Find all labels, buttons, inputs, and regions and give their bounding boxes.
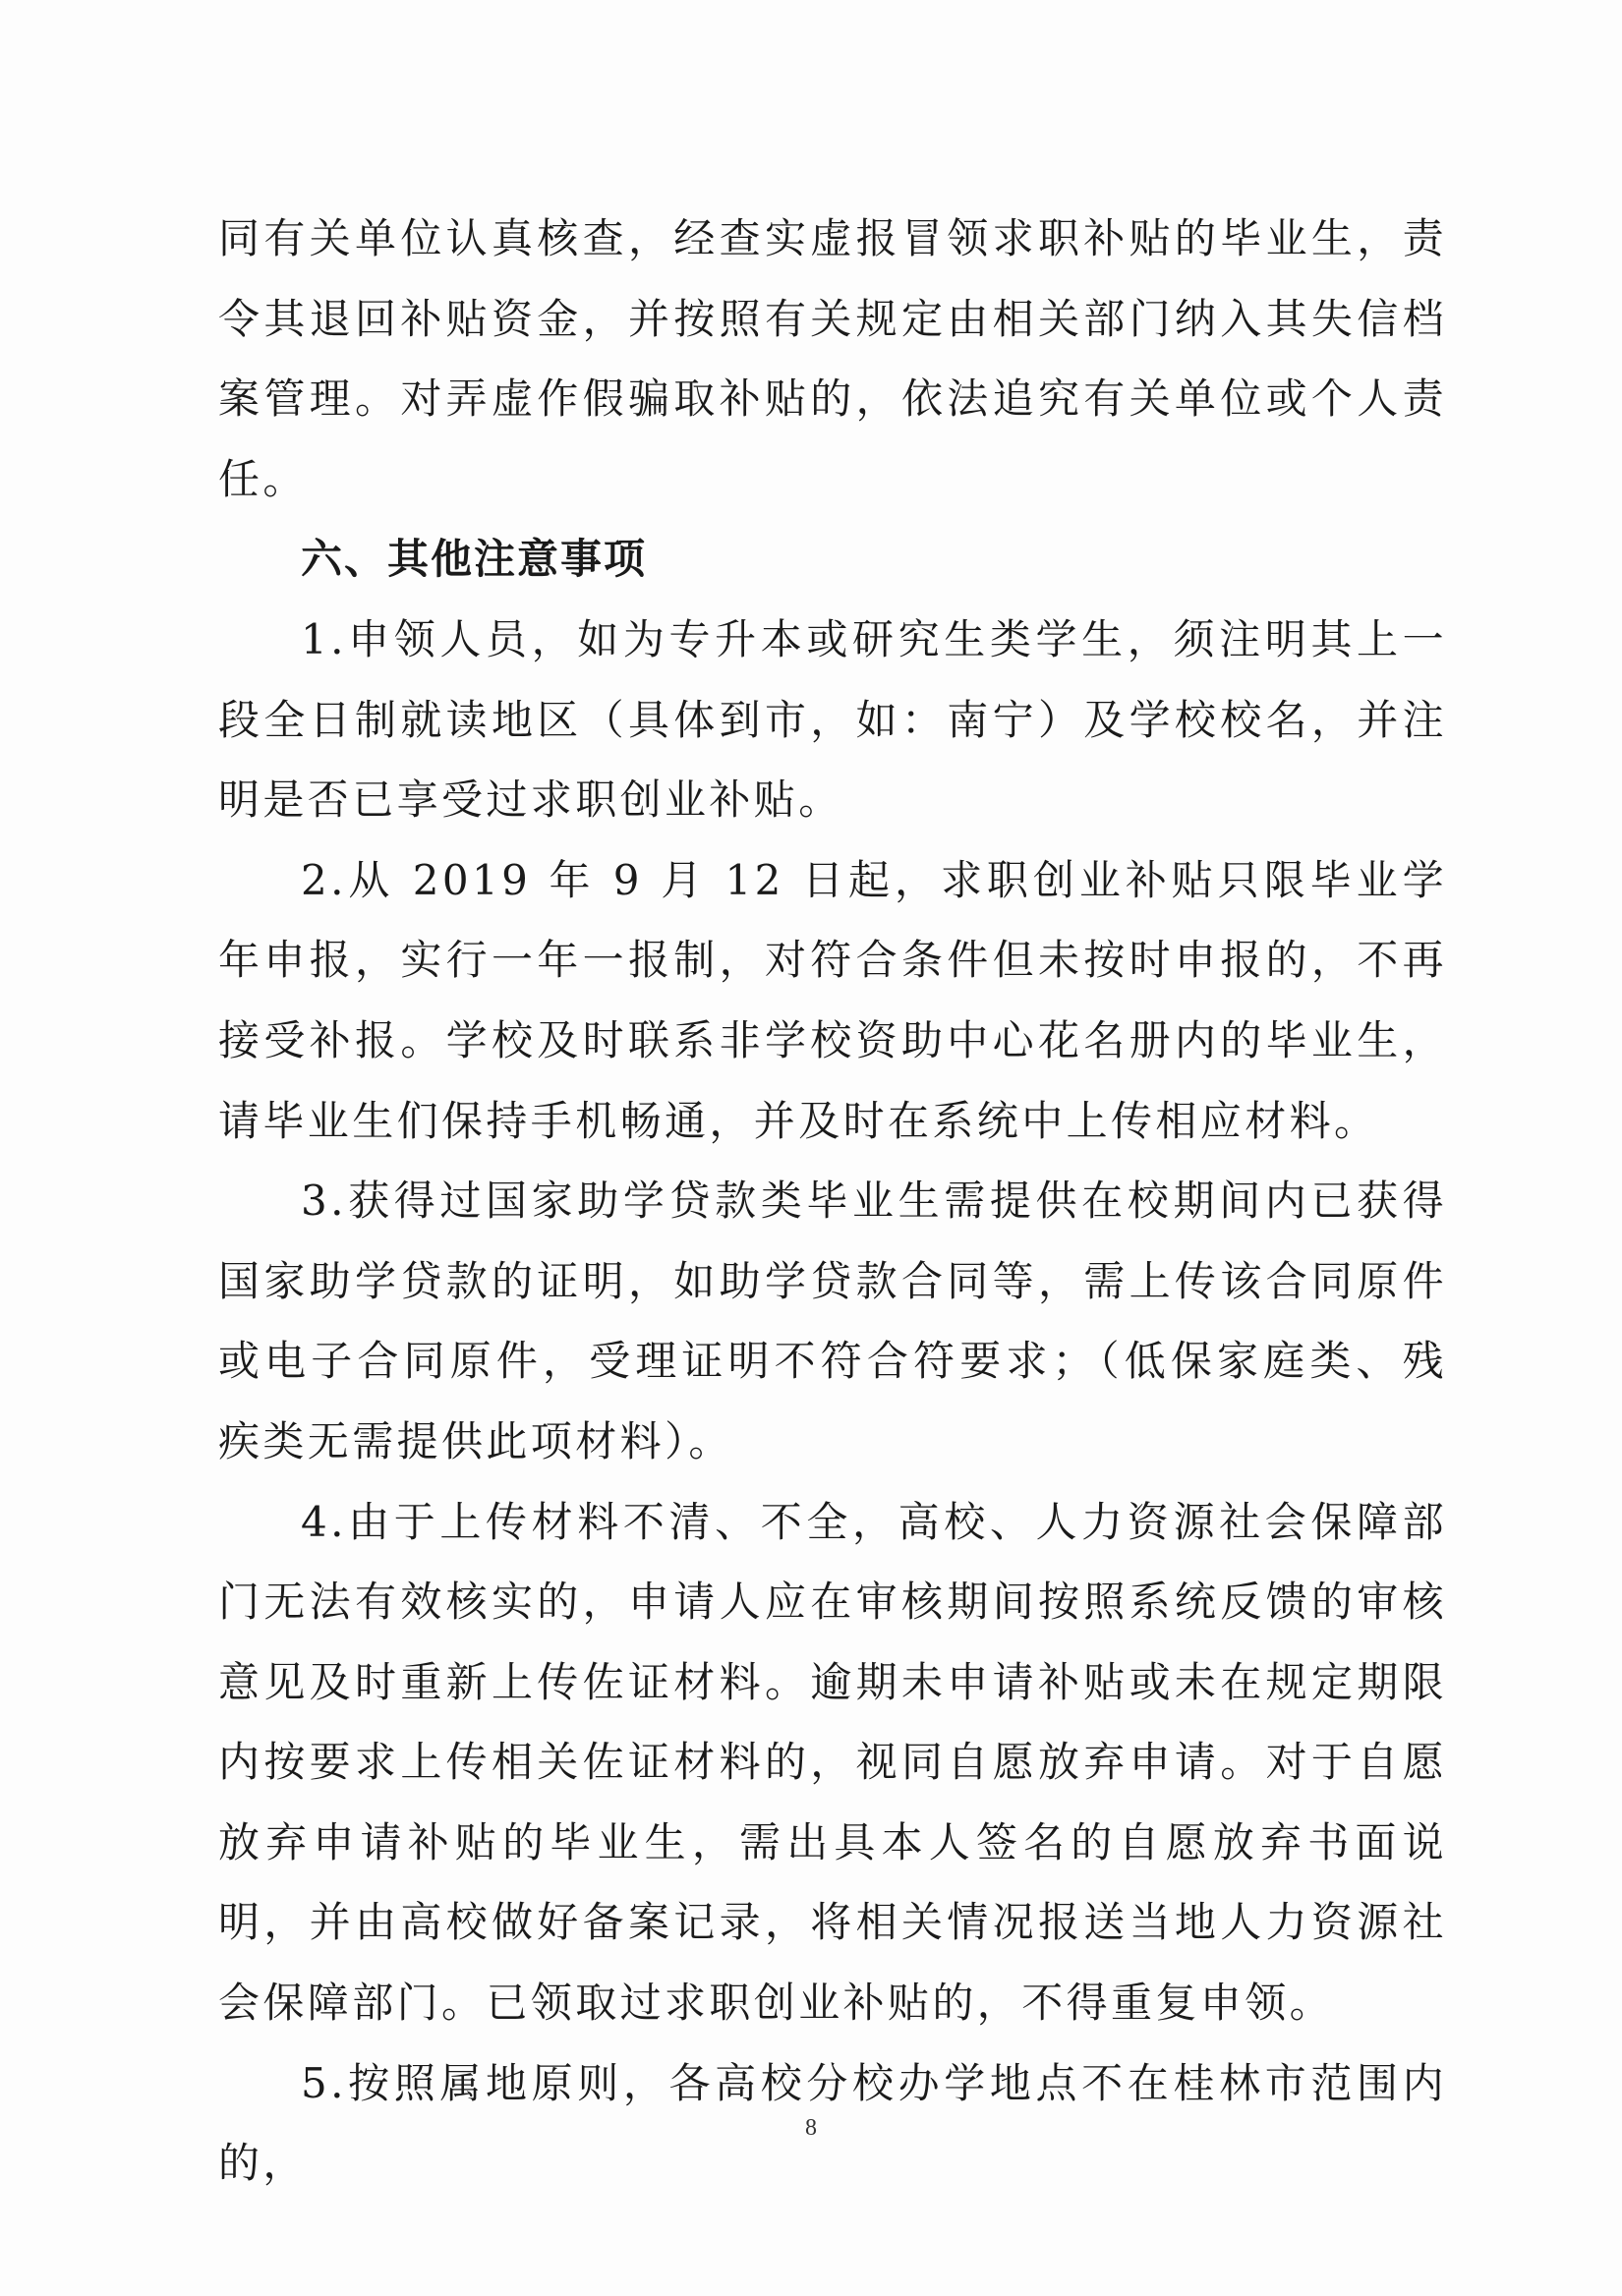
paragraph-item-4: 4.由于上传材料不清、不全，高校、人力资源社会保障部门无法有效核实的，申请人应在审核期间按照系统反馈的审核意见及时重新上传佐证材料。逾期未申请补贴或未在规定期限内按要求上传相关佐证材料的，视同自愿放弃申请。对于自愿放弃申请补贴的毕业生，需出具本人签名的自愿放弃书面说明，并由高校做好备案记录，将相关情况报送当地人力资源社会保障部门。已领取过求职创业补贴的，不得重复申领。 xyxy=(218,1497,1447,2028)
page-number: 8 xyxy=(805,2115,817,2141)
paragraph-item-5: 5.按照属地原则，各高校分校办学地点不在桂林市范围内的， xyxy=(218,2058,1447,2188)
document-body xyxy=(218,199,1447,2204)
paragraph-item-2: 2.从 2019 年 9 月 12 日起，求职创业补贴只限毕业学年申报，实行一年一报制，对符合条件但未按时申报的，不再接受补报。学校及时联系非学校资助中心花名册内的毕业生，请毕业生们保持手机畅通，并及时在系统中上传相应材料。 xyxy=(218,855,1447,1145)
paragraph-continuation: 同有关单位认真核查，经查实虚报冒领求职补贴的毕业生，责令其退回补贴资金，并按照有关规定由相关部门纳入其失信档案管理。对弄虚作假骗取补贴的，依法追究有关单位或个人责任。 xyxy=(218,214,1447,503)
paragraph-item-3: 3.获得过国家助学贷款类毕业生需提供在校期间内已获得国家助学贷款的证明，如助学贷款合同等，需上传该合同原件或电子合同原件，受理证明不符合符要求；（低保家庭类、残疾类无需提供此项材料）。 xyxy=(218,1177,1447,1465)
paragraph-item-1: 1.申领人员，如为专升本或研究生类学生，须注明其上一段全日制就读地区（具体到市，如：南宁）及学校校名，并注明是否已享受过求职创业补贴。 xyxy=(218,614,1447,825)
section-heading: 六、其他注意事项 xyxy=(301,535,648,584)
